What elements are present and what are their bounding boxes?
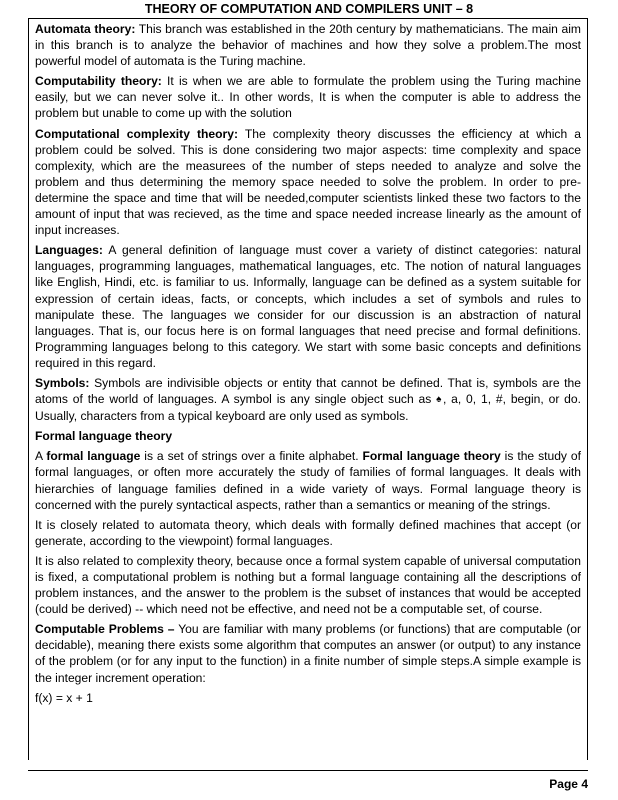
- formal-language-theory-heading: Formal language theory: [35, 429, 173, 444]
- spade-symbol-icon: ♠: [436, 394, 443, 406]
- symbols-text-after: , a, 0, 1, #, begin, or do. Usually, characters from a typical keyboard are only used as symbols.: [35, 392, 581, 424]
- automata-theory-paragraph: [35, 21, 581, 69]
- page-number: Page 4: [549, 777, 588, 791]
- complexity-theory-term: Computational complexity theory:: [35, 126, 238, 141]
- computability-theory-paragraph: [35, 73, 581, 121]
- symbols-term: Symbols:: [35, 375, 90, 390]
- formal-language-term: formal language: [46, 449, 141, 464]
- languages-term: Languages:: [35, 243, 103, 258]
- languages-text: A general definition of language must cover a variety of distinct categories: natural languages, programming languages, mathematical languages, etc. The notion of natural languages like English, Hindi, etc. is familiar to us. Informally, language can be defined as a system suitable for expression of certain ideas, facts, or concepts, which includes a set of symbols and rules to manipulate these. The languages we consider for our discussion is an abstraction of natural languages. That is, our focus here is on formal languages that need precise and formal definitions. Programming languages belong to this category. We start with some basic concepts and definitions required in this regard.: [35, 243, 581, 370]
- formal-language-paragraph: [35, 448, 581, 512]
- increment-formula: f(x) = x + 1: [35, 690, 93, 705]
- formal-language-text-2: is a set of strings over a finite alphabet.: [140, 449, 363, 464]
- complexity-theory-paragraph: [35, 126, 581, 239]
- complexity-related-paragraph: It is also related to complexity theory, because once a formal system capable of universal computation is fixed, a computational problem is nothing but a formal language containing all the descriptions of problem instances, and the answer to the problem is the subset of instances that would be accepted (could be derived) -- which need not be effective, and need not be a computable set, of course.: [35, 553, 581, 617]
- automata-theory-text: This branch was established in the 20th century by mathematicians. The main aim in this branch is to analyze the behavior of machines and how they solve a problem.The most powerful model of automata is the Turing machine.: [35, 22, 581, 69]
- computable-problems-text: You are familiar with many problems (or functions) that are computable (or decidable), meaning there exists some algorithm that computes an answer (or output) to any instance of the problem (or for any input to the function) in a finite number of simple steps.A simple example is the integer increment operation:: [35, 622, 582, 685]
- formal-language-theory-term: Formal language theory: [362, 449, 501, 464]
- languages-paragraph: [35, 242, 581, 371]
- computable-problems-term: Computable Problems –: [35, 622, 175, 637]
- formal-language-text-1: A: [35, 449, 47, 464]
- computable-problems-paragraph: [35, 621, 581, 685]
- page-header: THEORY OF COMPUTATION AND COMPILERS UNIT – 8: [144, 2, 474, 16]
- automata-theory-term: Automata theory:: [35, 22, 136, 36]
- symbols-paragraph: [35, 375, 581, 424]
- complexity-theory-text: The complexity theory discusses the efficiency at which a problem could be solved. This is done considering two major aspects: time complexity and space complexity, which are the measurees of the number of steps needed to analyze and solve the problem and thus determining the memory space needed to solve the problem. In order to pre-determine the space and time that will be needed,computer scientists linked these two factors to the amount of input that was recieved, as the time and space needed increase linearly as the amount of input increases.: [35, 126, 581, 238]
- symbols-text-before: Symbols are indivisible objects or entity that cannot be defined. That is, symbols are the atoms of the world of languages. A symbol is any single object such as: [35, 375, 581, 407]
- footer-rule: [28, 770, 588, 771]
- automata-related-paragraph: It is closely related to automata theory, which deals with formally defined machines that accept (or generate, according to the viewpoint) formal languages.: [35, 517, 581, 548]
- formal-language-text-3: is the study of formal languages, or often more accurately the study of families of formal languages. It deals with hierarchies of language families defined in a wide variety of ways. Formal language theory is concerned with the purely syntactical aspects, rather than a semantics or meaning of the strings.: [35, 449, 581, 512]
- computability-theory-text: It is when we are able to formulate the problem using the Turing machine easily, but we can never solve it.. In other words, It is when the computer is able to address the problem but unable to come up with the solution: [35, 74, 581, 121]
- document-body: [35, 21, 581, 710]
- computability-theory-term: Computability theory:: [35, 74, 162, 89]
